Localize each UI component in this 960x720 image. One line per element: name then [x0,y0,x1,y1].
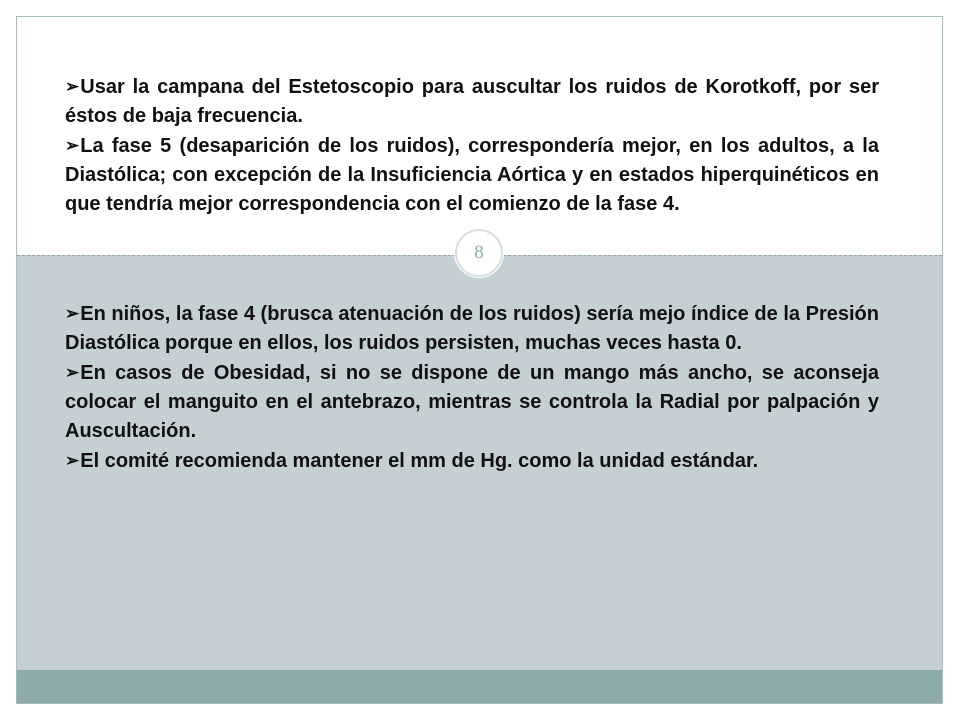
page-number: 8 [474,242,484,263]
page-number-badge [455,229,503,277]
arrow-bullet-icon: ➢ [65,304,80,323]
arrow-bullet-icon: ➢ [65,363,80,382]
bullet-text: El comité recomienda mantener el mm de Hg. como la unidad estándar. [80,450,759,472]
bullet-text: La fase 5 (desaparición de los ruidos), correspondería mejor, en los adultos, a la Diastólica; con excepción de la Insuficiencia Aórtica y en estados hiperquinéticos en que tendría mejor correspondencia con el comienzo de la fase 4. [65,135,879,215]
footer-band [17,670,942,703]
bullet-item [65,72,879,131]
bullet-text: Usar la campana del Estetoscopio para auscultar los ruidos de Korotkoff, por ser éstos de baja frecuencia. [65,76,879,127]
bottom-bullet-list [65,299,879,476]
top-bullet-list [65,72,879,219]
bullet-item [65,131,879,219]
bullet-item [65,446,879,476]
bullet-item [65,299,879,358]
arrow-bullet-icon: ➢ [65,451,80,470]
bullet-item [65,358,879,446]
arrow-bullet-icon: ➢ [65,136,80,155]
bullet-text: En casos de Obesidad, si no se dispone de un mango más ancho, se aconseja colocar el manguito en el antebrazo, mientras se controla la Radial por palpación y Auscultación. [65,362,879,442]
slide [16,16,943,704]
bullet-text: En niños, la fase 4 (brusca atenuación de los ruidos) sería mejo índice de la Presión Diastólica porque en ellos, los ruidos persisten, muchas veces hasta 0. [65,303,879,354]
arrow-bullet-icon: ➢ [65,77,80,96]
